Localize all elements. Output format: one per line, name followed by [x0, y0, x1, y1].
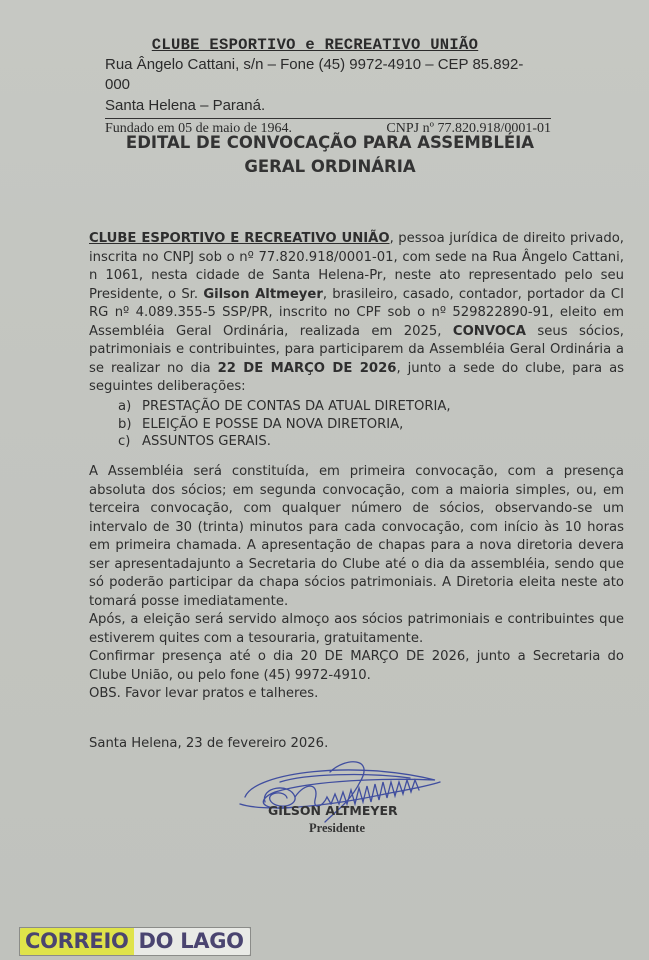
assembly-rules-paragraph [89, 463, 624, 704]
convoca-keyword: CONVOCA [452, 323, 526, 339]
handwritten-signature [235, 752, 445, 832]
text-segment: , pessoa jurídica de direito privado, inscrita no CNPJ sob o nº 77.820.918/0001-01, com sede na Rua Ângelo Cattani, n 1061, nesta cidade de Santa Helena-Pr, neste ato representado pelo seu Presidente, o Sr. [89, 231, 624, 302]
agenda-marker: b) [118, 416, 132, 432]
letterhead [105, 36, 551, 139]
founded-date: Fundado em 05 de maio de 1964. [105, 121, 293, 136]
agenda-text: ASSUNTOS GERAIS. [142, 434, 271, 449]
logo-part-correio: CORREIO [20, 928, 134, 955]
place-and-date: Santa Helena, 23 de fevereiro 2026. [89, 736, 329, 751]
meeting-date: 22 DE MARÇO DE 2026 [217, 360, 397, 376]
cnpj-number: CNPJ nº 77.820.918/0001-01 [386, 121, 551, 136]
assembly-rules-text: A Assembléia será constituída, em primeira convocação, com a presença absoluta dos sócios; em segunda convocação, com a maioria simples, ou, em terceira convocação, com qualquer número de sócios, observando-se um intervalo de 30 (trinta) minutos para cada convocação, com início às 10 horas em primeira chamada. A apresentação de chapas para a nova diretoria devera ser apresentadajunto a Secretaria do Clube até o dia da assembléia, sendo que só poderão participar da chapa sócios patrimoniais. A Diretoria eleita neste ato tomará posse imediatamente. [89, 464, 624, 609]
agenda-list [118, 398, 451, 451]
logo-part-do-lago: DO LAGO [134, 928, 250, 955]
convocation-paragraph [89, 230, 624, 397]
signer-name: GILSON ALTMEYER [268, 803, 398, 818]
agenda-item [118, 398, 451, 416]
agenda-marker: a) [118, 399, 132, 414]
title-line-2: GERAL ORDINÁRIA [244, 157, 416, 176]
agenda-text: ELEIÇÃO E POSSE DA NOVA DIRETORIA, [142, 416, 404, 432]
signer-role: Presidente [309, 821, 366, 835]
letterhead-org-name: CLUBE ESPORTIVO e RECREATIVO UNIÃO [151, 36, 479, 54]
president-name: Gilson Altmeyer [203, 286, 323, 302]
agenda-item [118, 433, 451, 451]
lunch-notice: Após, a eleição será servido almoço aos sócios patrimoniais e contribuintes que estiverem quites com a tesouraria, gratuitamente. [89, 612, 624, 646]
org-name-underlined: CLUBE ESPORTIVO E RECREATIVO UNIÃO [89, 231, 390, 246]
text-segment: seus sócios, patrimoniais e contribuintes, para participarem da Assembléia Geral Ordinária a se realizar no dia [89, 323, 624, 376]
rsvp-notice: Confirmar presença até o dia 20 DE MARÇO DE 2026, junto a Secretaria do Clube União, ou pelo fone (45) 9972-4910. [89, 649, 624, 683]
document-title [60, 131, 600, 179]
agenda-text: PRESTAÇÃO DE CONTAS DA ATUAL DIRETORIA, [142, 399, 451, 414]
text-segment: , junto a sede do clube, para as seguintes deliberações: [89, 360, 625, 394]
title-line-1: EDITAL DE CONVOCAÇÃO PARA ASSEMBLÉIA [125, 133, 535, 152]
agenda-marker: c) [118, 434, 131, 449]
letterhead-city: Santa Helena – Paraná. [105, 97, 266, 114]
correio-do-lago-logo [20, 928, 250, 955]
agenda-item [118, 416, 451, 434]
obs-notice: OBS. Favor levar pratos e talheres. [89, 686, 319, 701]
text-segment: , brasileiro, casado, contador, portador da CI RG nº 4.089.355-5 SSP/PR, inscrito no CPF sob o nº 529822890-91, eleito em Assembléia Geral Ordinária, realizada em 2025, [89, 286, 624, 339]
letterhead-address: Rua Ângelo Cattani, s/n – Fone (45) 9972-4910 – CEP 85.892-000 [105, 56, 524, 93]
